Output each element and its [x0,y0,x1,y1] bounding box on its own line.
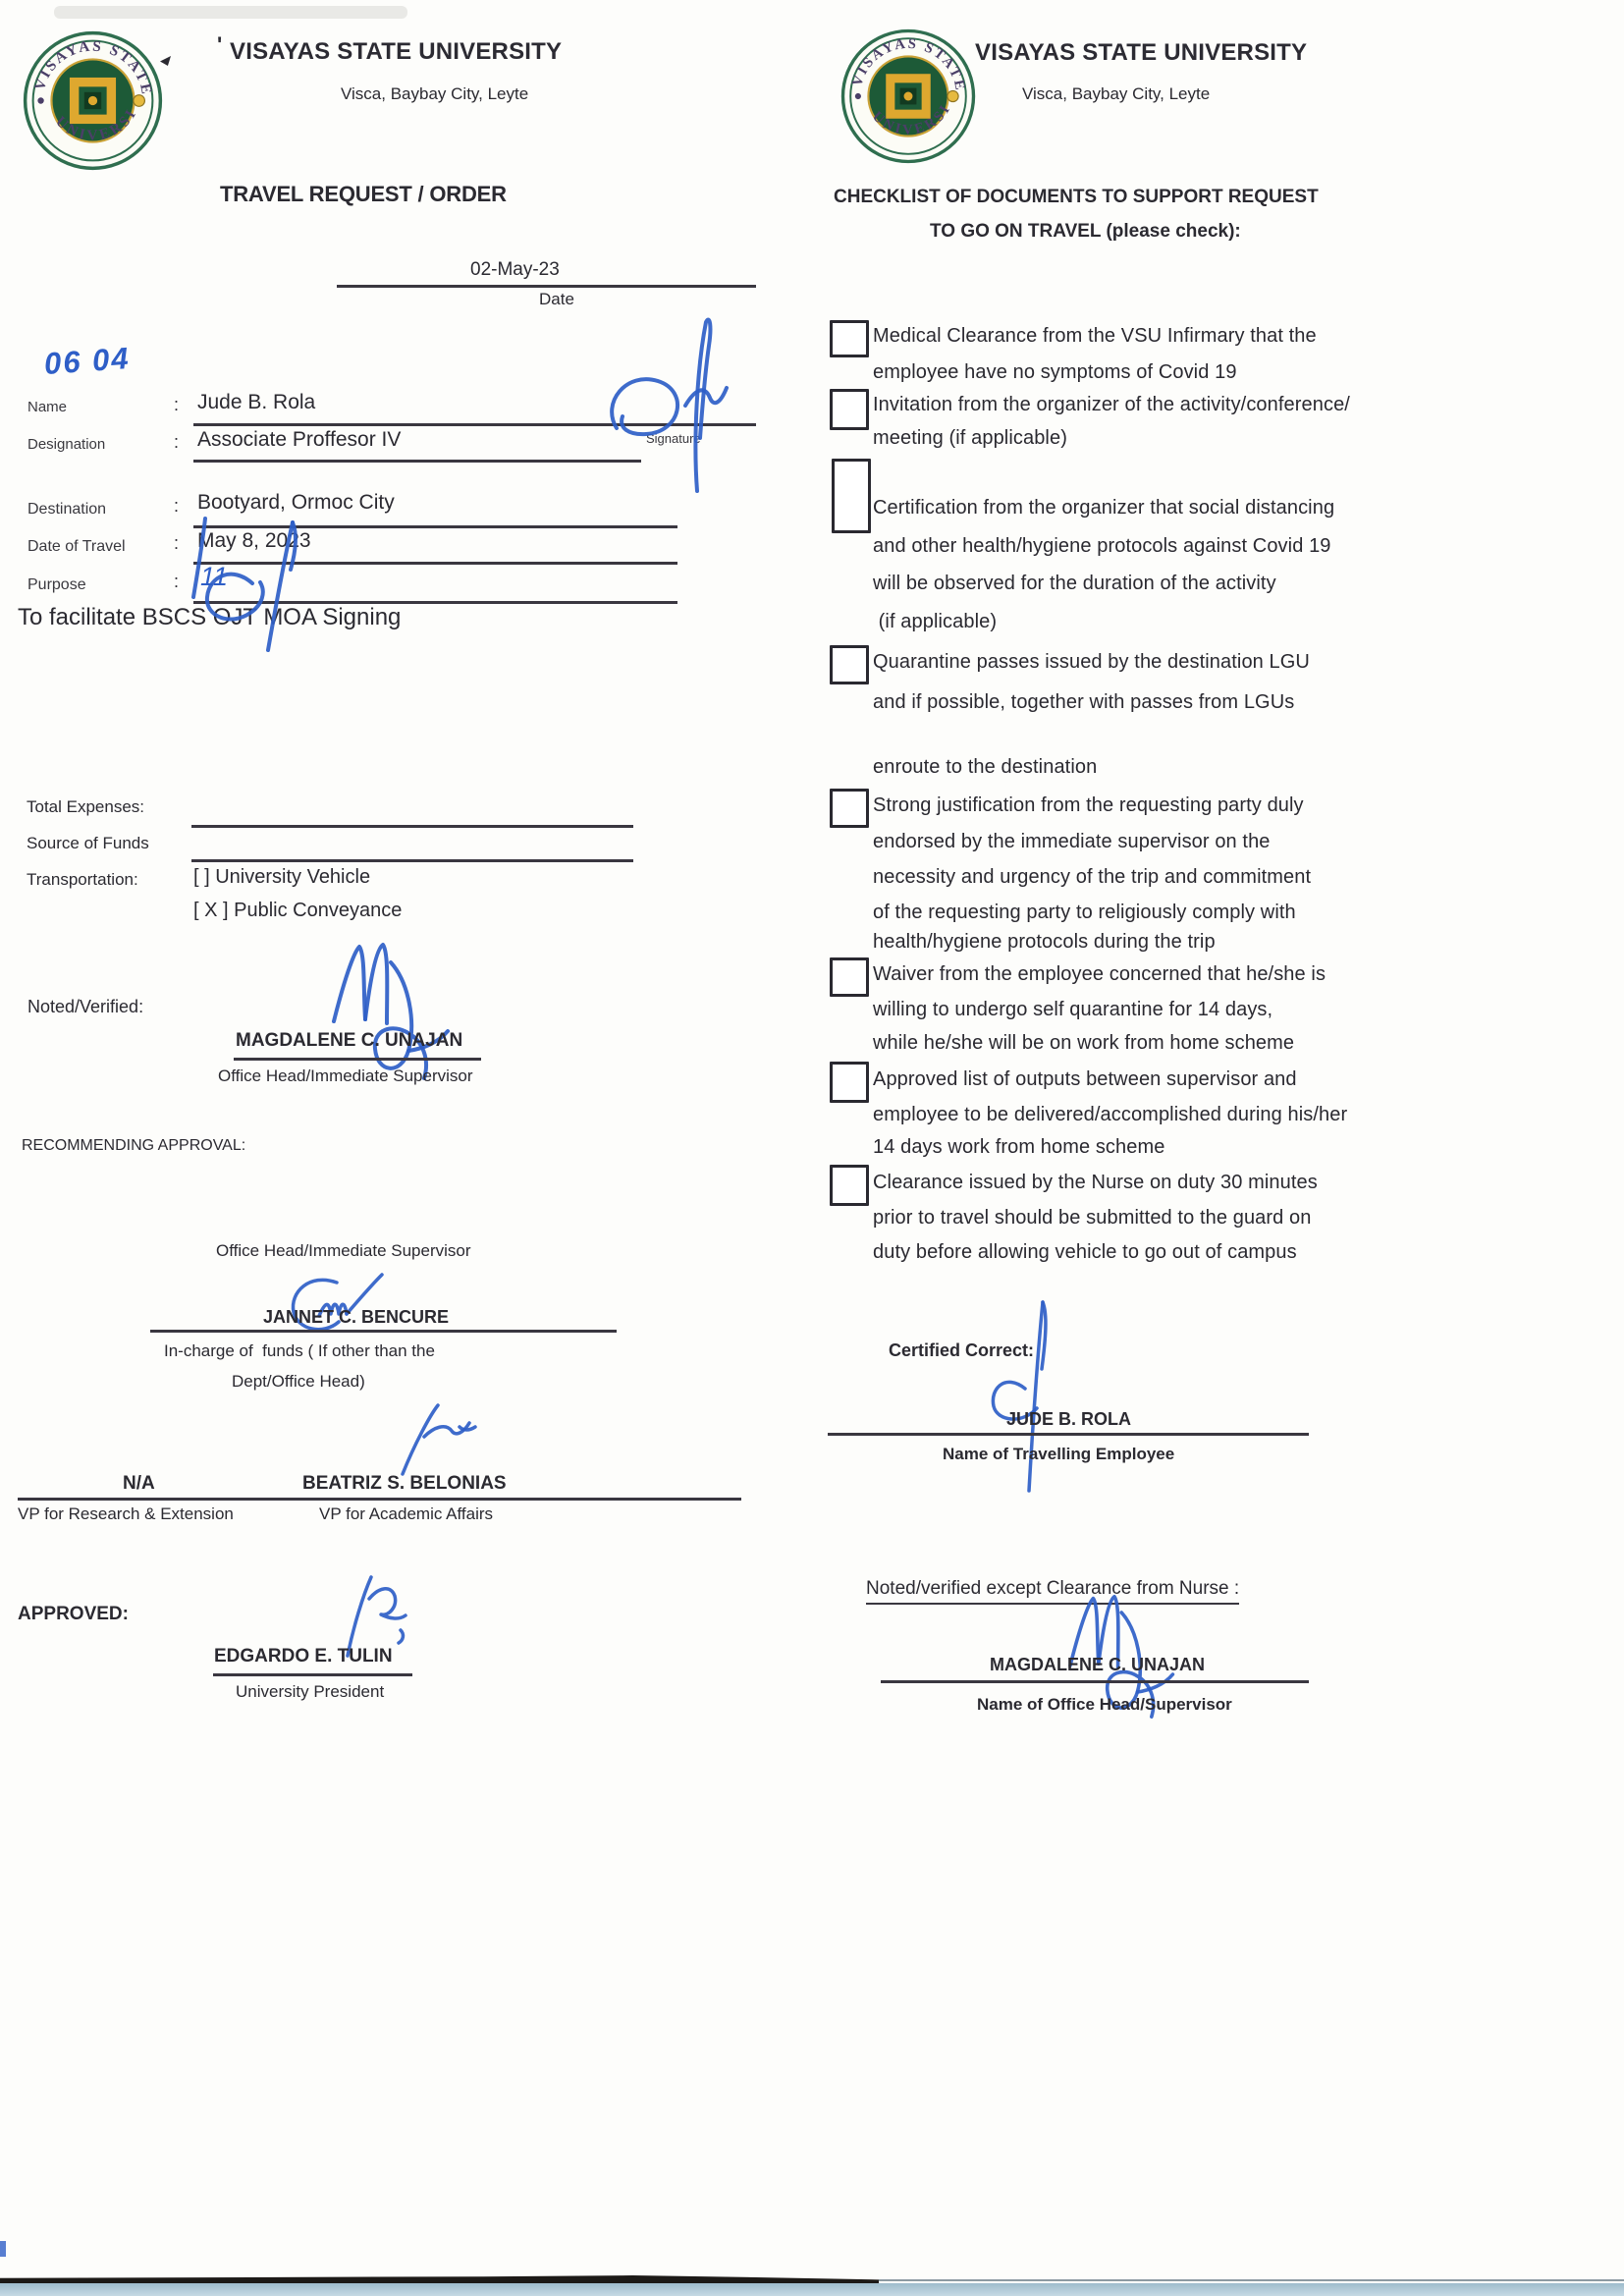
noted-name: MAGDALENE C. UNAJAN [236,1030,463,1051]
president-line [213,1673,412,1676]
designation-value: Associate Proffesor IV [197,428,402,451]
certified-correct-label: Certified Correct: [889,1340,1035,1360]
total-expenses-label: Total Expenses: [27,797,145,816]
checklist-item-text: of the requesting party to religiously comply with [873,902,1296,923]
checklist-item-text: Strong justification from the requesting party duly [873,794,1304,816]
checklist-item-text: endorsed by the immediate supervisor on the [873,831,1271,852]
president-name: EDGARDO E. TULIN [214,1646,393,1667]
ink-speck-left-edge [0,2241,6,2257]
checkbox-nurse-clearance [830,1165,869,1206]
employee-name-line [828,1433,1309,1436]
checklist-item-text: Approved list of outputs between supervisor and [873,1068,1297,1090]
purpose-value: To facilitate BSCS OJT MOA Signing [18,604,402,630]
supervisor-title: Office Head/Immediate Supervisor [216,1241,471,1260]
source-of-funds-label: Source of Funds [27,834,149,852]
checklist-item-text: 14 days work from home scheme [873,1136,1165,1158]
supervisor-name-line [881,1680,1309,1683]
checkbox-medical-clearance [830,320,869,357]
checklist-item-text: necessity and urgency of the trip and commitment [873,866,1312,888]
checklist-item-text: health/hygiene protocols during the trip [873,931,1216,953]
handwritten-travel-note: 11 [200,562,229,591]
name-label: Name [27,399,68,415]
approved-label: APPROVED: [18,1604,129,1624]
date-label: Date [539,290,574,308]
checklist-item-text: willing to undergo self quarantine for 14 days, [873,999,1273,1020]
transport-option-university-vehicle: [ ] University Vehicle [193,866,371,888]
destination-label: Destination [27,501,107,518]
supervisor-name: MAGDALENE C. UNAJAN [990,1655,1206,1674]
travel-date-value: May 8, 2023 [197,529,311,552]
checklist-item-text: Waiver from the employee concerned that he/she is [873,963,1326,985]
name-value: Jude B. Rola [197,391,316,413]
vp-research-title: VP for Research & Extension [18,1504,234,1523]
checklist-item-text: will be observed for the duration of the activity [873,573,1276,594]
checklist-item-text: (if applicable) [873,611,998,632]
vp-academic-name: BEATRIZ S. BELONIAS [302,1473,507,1494]
signature-label: Signature [646,431,701,446]
checkbox-strong-justification [830,789,869,828]
checklist-item-text: Certification from the organizer that social distancing [873,497,1335,519]
recommending-approval-label: RECOMMENDING APPROVAL: [22,1137,246,1154]
belonias-signature [373,1397,481,1478]
transport-option-public-conveyance: [ X ] Public Conveyance [193,900,403,921]
destination-colon: : [174,496,180,516]
vp-names-line [18,1498,741,1501]
vp-research-name: N/A [123,1473,155,1494]
checkbox-approved-outputs [830,1062,869,1103]
name-colon: : [174,395,180,414]
checklist-item-text: Quarantine passes issued by the destination LGU [873,651,1310,673]
supervisor-caption: Name of Office Head/Supervisor [977,1695,1232,1714]
vp-academic-title: VP for Academic Affairs [319,1504,494,1523]
rola-signature-right [982,1298,1080,1495]
checkbox-certification [832,459,871,533]
checklist-item-text: Clearance issued by the Nurse on duty 30 minutes [873,1172,1318,1193]
destination-value: Bootyard, Ormoc City [197,491,395,514]
scan-edge-blue-strip [0,2283,1624,2296]
checklist-item-text: Invitation from the organizer of the activity/conference/ [873,394,1350,415]
scan-noise-top [54,6,407,19]
form-title: TRAVEL REQUEST / ORDER [220,182,507,206]
incharge-name: JANNET C. BENCURE [263,1307,450,1327]
noted-except-label: Noted/verified except Clearance from Nurse : [866,1578,1239,1605]
handwritten-top-note: 06 04 [42,340,132,382]
designation-line [193,460,641,463]
checkbox-waiver [830,957,869,997]
designation-colon: : [174,432,180,452]
purpose-colon: : [174,572,180,591]
incharge-title-line1: In-charge of funds ( If other than the [164,1341,435,1360]
purpose-label: Purpose [27,576,86,593]
source-of-funds-line [191,859,633,862]
checklist-item-text: prior to travel should be submitted to the guard on [873,1207,1312,1229]
incharge-title-line2: Dept/Office Head) [232,1372,365,1391]
checklist-item-text: enroute to the destination [873,756,1098,778]
date-line [337,285,756,288]
president-title: University President [236,1682,385,1701]
university-address-left: Visca, Baybay City, Leyte [341,84,529,103]
university-seal-left [22,29,164,172]
noted-verified-label: Noted/Verified: [27,997,144,1016]
employee-signature-top [587,312,764,499]
checklist-item-text: and other health/hygiene protocols against Covid 19 [873,535,1331,557]
scan-edge-dark-strip [0,2275,879,2283]
purpose-signature-flourish [182,511,324,656]
checklist-item-text: employee to be delivered/accomplished during his/her [873,1104,1348,1125]
total-expenses-line [191,825,633,828]
checklist-item-text: employee have no symptoms of Covid 19 [873,361,1237,383]
checklist-item-text: Medical Clearance from the VSU Infirmary that the [873,325,1317,347]
incharge-line [150,1330,617,1333]
date-value: 02-May-23 [470,259,560,280]
checklist-title-line1: CHECKLIST OF DOCUMENTS TO SUPPORT REQUEST [834,187,1319,207]
checkbox-invitation [830,389,869,430]
university-seal-right [839,27,977,165]
employee-caption: Name of Travelling Employee [943,1445,1175,1463]
checkbox-quarantine-passes [830,645,869,684]
employee-name: JUDE B. ROLA [1006,1409,1132,1429]
checklist-item-text: and if possible, together with passes from LGUs [873,691,1295,713]
checklist-item-text: meeting (if applicable) [873,427,1067,449]
university-name-right: VISAYAS STATE UNIVERSITY [975,39,1308,66]
checklist-item-text: while he/she will be on work from home scheme [873,1032,1295,1054]
checklist-item-text: duty before allowing vehicle to go out of campus [873,1241,1297,1263]
apostrophe-mark: ' [217,32,223,57]
designation-label: Designation [27,436,106,453]
noted-title: Office Head/Immediate Supervisor [218,1066,473,1085]
travel-date-colon: : [174,533,180,553]
travel-date-label: Date of Travel [27,538,126,555]
transportation-label: Transportation: [27,870,138,889]
university-name-left: VISAYAS STATE UNIVERSITY [230,38,563,65]
university-address-right: Visca, Baybay City, Leyte [1022,84,1211,103]
noted-name-line [234,1058,481,1061]
scan-edge-thin-line [879,2279,1624,2281]
checklist-title-line2: TO GO ON TRAVEL (please check): [930,221,1241,242]
